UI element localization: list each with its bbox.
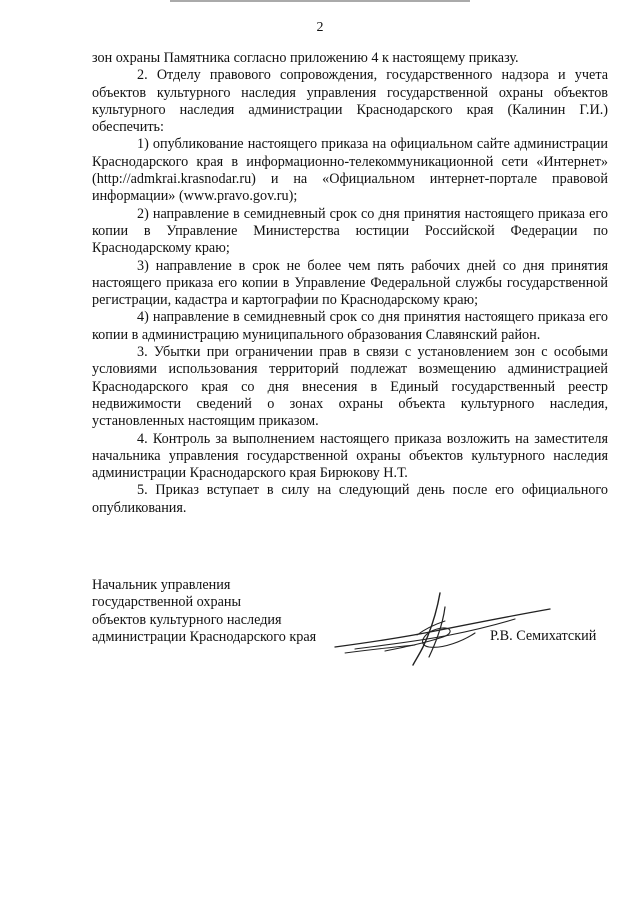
paragraph-item-4: 4. Контроль за выполнением настоящего приказа возложить на заместителя начальника управления государственной охраны объектов культурного наследия администрации Краснодарского края Бирюкову Н.Т. [92, 430, 608, 482]
signatory-title-line: государственной охраны [92, 594, 242, 611]
signatory-title-line: объектов культурного наследия [92, 611, 282, 628]
page-number: 2 [316, 20, 324, 35]
paragraph-continuation: зон охраны Памятника согласно приложению 4 к настоящему приказу. [92, 50, 519, 66]
paragraph-item-2: 2. Отделу правового сопровождения, государственного надзора и учета объектов культурного наследия управления государственной охраны объектов культурного наследия администрации Краснодарского края (Калинин Г.И.) обеспечить: [92, 67, 608, 136]
paragraph-subitem-3: 3) направление в срок не более чем пять рабочих дней со дня принятия настоящего приказа его копии в Управление Федеральной службы государственной регистрации, кадастра и картографии по Краснодарскому краю; [92, 257, 608, 309]
signatory-title-line: администрации Краснодарского края [92, 628, 317, 645]
paragraph-item-5: 5. Приказ вступает в силу на следующий день после его официального опубликования. [92, 482, 608, 516]
paragraph-subitem-4: 4) направление в семидневный срок со дня принятия настоящего приказа его копии в администрацию муниципального образования Славянский район. [92, 309, 608, 343]
signatory-name: Р.В. Семихатский [490, 628, 597, 644]
paragraph-subitem-1: 1) опубликование настоящего приказа на официальном сайте администрации Краснодарского края в информационно-телекоммуникационной сети «Интернет» (http://admkrai.krasnodar.ru) и на «Официальном интернет-портале правовой информации» (www.pravo.gov.ru); [92, 136, 608, 205]
signatory-title-line: Начальник управления [92, 577, 231, 593]
scan-edge-line [170, 0, 470, 2]
paragraph-subitem-2: 2) направление в семидневный срок со дня принятия настоящего приказа его копии в Управление Министерства юстиции Российской Федерации по Краснодарскому краю; [92, 205, 608, 257]
paragraph-item-3: 3. Убытки при ограничении прав в связи с установлением зон с особыми условиями использования территорий подлежат возмещению администрацией Краснодарского края со дня внесения в Единый государственный реестр недвижимости сведений о зонах охраны объекта культурного наследия, установленных настоящим приказом. [92, 344, 608, 430]
document-body [92, 50, 608, 517]
